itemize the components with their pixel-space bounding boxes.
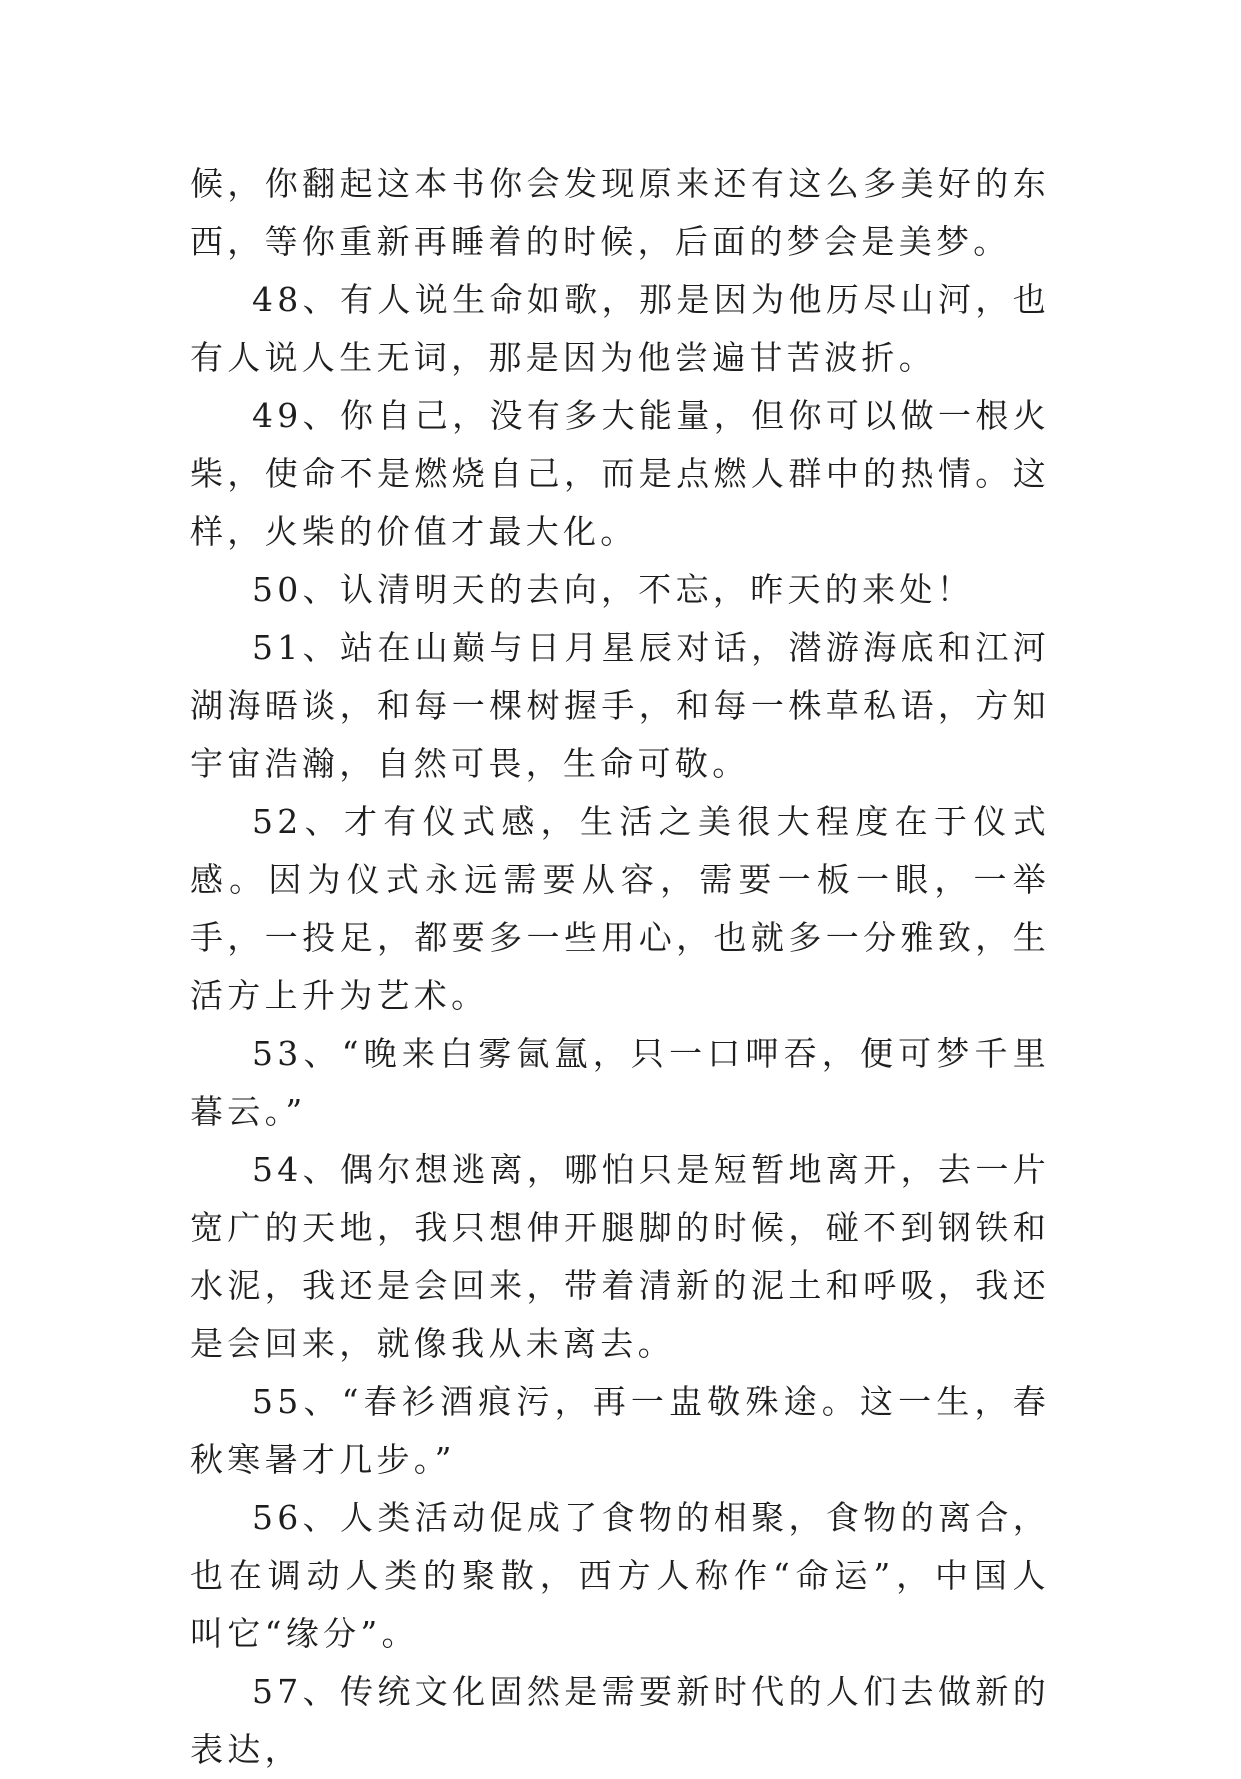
paragraph-52: 52、才有仪式感，生活之美很大程度在于仪式感。因为仪式永远需要从容，需要一板一眼，一举手，一投足，都要多一些用心，也就多一分雅致，生活方上升为艺术。 (190, 802, 1050, 1015)
paragraph-55: 55、“春衫酒痕污，再一盅敬殊途。这一生，春秋寒暑才几步。” (190, 1382, 1050, 1479)
paragraph-49: 49、你自己，没有多大能量，但你可以做一根火柴，使命不是燃烧自己，而是点燃人群中的热情。这样，火柴的价值才最大化。 (190, 396, 1050, 551)
paragraph-54: 54、偶尔想逃离，哪怕只是短暂地离开，去一片宽广的天地，我只想伸开腿脚的时候，碰不到钢铁和水泥，我还是会回来，带着清新的泥土和呼吸，我还是会回来，就像我从未离去。 (190, 1150, 1050, 1363)
paragraph-48: 48、有人说生命如歌，那是因为他历尽山河，也有人说人生无词，那是因为他尝遍甘苦波折。 (190, 280, 1050, 377)
document-body (190, 155, 1050, 1779)
paragraph-57: 57、传统文化固然是需要新时代的人们去做新的表达， (190, 1672, 1050, 1769)
paragraph-continued: 候，你翻起这本书你会发现原来还有这么多美好的东西，等你重新再睡着的时候，后面的梦会是美梦。 (190, 164, 1050, 261)
paragraph-53: 53、“晚来白雾氤氲，只一口呷吞，便可梦千里暮云。” (190, 1034, 1050, 1131)
paragraph-51: 51、站在山巅与日月星辰对话，潜游海底和江河湖海晤谈，和每一棵树握手，和每一株草私语，方知宇宙浩瀚，自然可畏，生命可敬。 (190, 628, 1050, 783)
paragraph-56: 56、人类活动促成了食物的相聚，食物的离合，也在调动人类的聚散，西方人称作“命运”，中国人叫它“缘分”。 (190, 1498, 1050, 1653)
paragraph-50: 50、认清明天的去向，不忘，昨天的来处！ (252, 570, 974, 609)
